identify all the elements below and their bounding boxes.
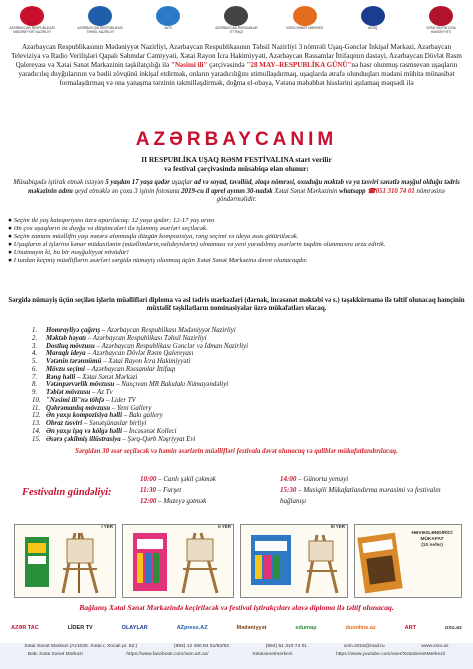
nomination-dash: – [122, 412, 129, 420]
nomination-org: Xətai Rayon İcra Hakimiyyəti [108, 358, 191, 365]
nomination-dash: – [82, 420, 90, 427]
logo-caption: AZƏRBAYCAN RESPUBLİKASI TƏHSİL NAZİRLİYİ [77, 26, 123, 34]
nomination-number: 12. [32, 412, 41, 420]
artists-union-logo [224, 6, 248, 26]
nomination-name: Dostluq mövzusu [46, 342, 95, 350]
nomination-item [32, 428, 452, 436]
nasimi-year-highlight: "Nəsimi ili" [171, 61, 208, 69]
schedule-time: 12:00 [140, 497, 157, 505]
nomination-org: Azərbaycan Rəssamlar İttifaqı [91, 365, 176, 373]
nomination-number: 4. [32, 350, 38, 358]
bullet-icon: ● [8, 233, 14, 241]
rule-item [8, 225, 465, 233]
schedule-dash: – [155, 486, 163, 494]
nomination-dash: – [94, 342, 102, 350]
nomination-number: 10. [32, 396, 41, 404]
prize-second-place [122, 524, 234, 598]
nomination-org: Azərbaycan Dövlət Rəsm Qalereyası [92, 350, 194, 358]
nomination-org: Sənətşünaslar birliyi [89, 420, 147, 427]
acrylic-paints-icon [123, 525, 233, 597]
intro-text: nə həsr olunmuş rəsmsevən uşaqların yaradıcılıq duyğularının və bədii zövqünü inkişaf etdirmək, onların yaradıcılığını stimullaşdırmaq, uşaqlarda ətrafa olunduqları mədəni mühitə münasibət formalaşdırmaq və ona yanaşma tərzinin təkmilləşdirmək, doğma el-obaya, Vətənə məhəbbət hisslərini aşılamaq məqsədi ilə [18, 61, 458, 87]
rule-text: Uşaqların əl işlərinə kənar müdaxilənin (müəllimlərin,valideynlərin) olmaması və yeni yaradılmış əsərlərin təqdim olunmasını arzu edirik. [13, 241, 386, 249]
schedule-activity: Muzeyə gətmək [163, 497, 207, 505]
schedule-item [280, 474, 460, 485]
encouragement-label [405, 531, 459, 549]
bullet-icon: ● [8, 241, 14, 249]
logo-item [212, 6, 260, 42]
nomination-name: Maraqlı ideya [46, 350, 86, 358]
prize-third-place [240, 524, 348, 598]
adrq-logo [361, 6, 385, 26]
cond-text: nömrəsinə göndərməlidir. [216, 187, 445, 204]
sponsors-row [8, 618, 465, 638]
rule-item [8, 257, 465, 265]
deadline: 2019-cu il aprel ayının 30-nadək [181, 187, 273, 195]
whatsapp-label: whatsapp [339, 187, 366, 195]
nomination-number: 13. [32, 420, 41, 427]
footer-contact-item[interactable]: xsm.2016@mail.ru [343, 644, 385, 649]
footer-contact-item: (994) 12 490 84 51/52/53 [173, 644, 229, 649]
nomination-org: Lider TV [111, 396, 136, 404]
festival-subtitle [10, 155, 463, 173]
nomination-item [32, 327, 452, 335]
intro-text: çərçivəsində [207, 61, 247, 69]
rule-text: Ən çox uşaqların öz duyğu və düşüncələri ilə işlənmiş əsərləri seçiləcək. [13, 225, 208, 233]
nomination-name: Vətənpərvərlik mövzusu [46, 381, 115, 389]
nomination-item [32, 405, 452, 413]
prize-label: II YER [218, 524, 231, 529]
nomination-org: Azərbaycan Respublikası Mədəniyyət Nazirliyi [106, 327, 236, 334]
nomination-dash: – [104, 396, 112, 404]
logo-item [349, 6, 397, 42]
logo-caption: XƏTAİ SƏNƏT MƏRKƏZİ [286, 26, 324, 30]
nomination-name: Təbiət mövzusu [46, 389, 91, 396]
nomination-dash: – [101, 358, 109, 365]
prize-first-place [14, 524, 116, 598]
schedule-time: 11:30 [140, 486, 156, 494]
nomination-item [32, 397, 452, 405]
nomination-item [32, 389, 452, 397]
nomination-name: Qəhrəmanlıq mövzusu [46, 404, 111, 412]
nomination-item [32, 350, 452, 358]
nomination-dash: – [120, 435, 128, 443]
aztv-logo [156, 6, 180, 26]
schedule-activity: Günorta yeməyi [303, 475, 349, 483]
schedule-activity: Musiqili Mükafatlandırma mərasimi və festivalın bağlanışı [280, 486, 441, 505]
rules-list [8, 217, 465, 266]
logo-item [76, 6, 124, 42]
footer-contact-item: Xətai Sənət Mərkəzi (Az1025. Xətai r, Xocalı pr. 62.) [24, 644, 138, 649]
ministry-education-logo [88, 6, 112, 26]
nomination-org: Naxçıvan MR Bakıdakı Nümayəndəliyi [121, 381, 229, 389]
sponsor-logo: ART [404, 625, 416, 631]
intro-paragraph [10, 43, 463, 88]
nomination-number: 11. [32, 404, 41, 412]
sponsor-logo: oxu.az [444, 625, 462, 631]
sponsor-logo: Mədəniyyət [236, 625, 267, 631]
subtitle-line: II RESPUBLİKA UŞAQ RƏSM FESTİVALINA start verilir [141, 155, 332, 164]
footer-contact-item[interactable]: https://www.facebook.com/xsm.art.az/ [126, 652, 209, 657]
schedule-activity: Furşet [162, 486, 182, 494]
prize-label: I YER [101, 524, 113, 529]
sponsor-logo: LİDER TV [67, 625, 93, 631]
footer-contact-item: Bakı Xətai Sənət Mərkəzi [27, 652, 83, 657]
nomination-name: Obraz təsviri [46, 420, 83, 427]
nomination-org: Az Tv [97, 389, 113, 396]
schedule-dash: – [156, 497, 164, 505]
republic-day-highlight: "28 MAY–RESPUBLİKA GÜNÜ" [246, 61, 352, 69]
nomination-item [32, 420, 452, 428]
prize-label: HƏVƏSLƏNDİRİCİ MÜKAFAT [411, 531, 453, 542]
nomination-dash: – [86, 334, 93, 342]
nominations-intro: Sərgidə nümayiş üçün seçilən işlərin müəllifləri diploma və əsl tədris mərkəzləri (dərnək, incəsənət məktəbi və s.) təşəkkürnamə ilə təltif olunacaq həmçinin müxtəlif təşkilatların nominasiyalar üzrə mükafatları olacaq. [8, 297, 465, 313]
watercolor-paints-icon [241, 525, 347, 597]
nomination-item [32, 381, 452, 389]
logo-row [8, 6, 465, 42]
rule-text: Seçim zamanı müəllifin yaşı nəzərə alınmaqla düzgün kompozisiya, rəng seçimi və ideya əsas götürüləcək. [13, 233, 299, 241]
nomination-number: 3. [32, 342, 38, 350]
nomination-number: 5. [32, 358, 38, 365]
nomination-name: Rəng həlli [46, 373, 76, 381]
logo-item [281, 6, 329, 42]
subtitle-line: və festival çərçivəsində müsabiqə elan olunur: [164, 164, 309, 173]
prize-label: III YER [330, 524, 345, 529]
sponsor-logo: duonline.az [345, 625, 376, 631]
schedule-dash: – [296, 475, 304, 483]
logo-item [8, 6, 56, 42]
rule-item [8, 241, 465, 249]
intro-text: Azərbaycan Respublikasının Mədəniyyət Nazirliyi, Azərbaycan Respublikasının Təhsil Nazirliyi 3 nömrəli Uşaq-Gənclər İnkişaf Mərkəzi, Azərbaycan Televiziya və Radio Verilişləri Qapalı Səhmdar Cəmiyyəti, Xətai Rayon İcra Hakimiyyəti, Azərbaycan Rəssamlar İttifaqının dəstəyi, Azərbaycan Dövlət Rəsm Qalereyası və Xətai Sənət Mərkəzinin təşkilatçılığı ilə [11, 43, 462, 69]
schedule-activity: Canlı şəkil çəkmək [163, 475, 216, 483]
rule-text: Seçim iki yaş kateqoriyası üzrə aparılacaq: 12 yaşa qədər; 12-17 yaş arası [13, 217, 215, 224]
exhibition-note: Sərgidən 30 əsər seçiləcək və həmin əsərlərin müəllifləri festivala dəvət olunacaq və qaliblər mükafatlandırılacaq. [75, 448, 398, 455]
logo-caption: AZƏRBAYCAN RƏSSAMLAR İTTİFAQI [215, 26, 258, 34]
festival-schedule-label: Festivalın gündəliyi: [22, 487, 112, 498]
nomination-org: Yeni Gallery [117, 404, 152, 412]
submission-conditions [8, 179, 465, 205]
oil-paints-icon [355, 525, 405, 597]
nomination-dash: – [121, 427, 129, 435]
nomination-dash: – [90, 389, 97, 396]
logo-item [417, 6, 465, 42]
nomination-name: Vətənin tərənnümü [46, 358, 102, 365]
rule-item [8, 249, 465, 257]
nomination-number: 7. [32, 373, 38, 381]
nomination-org: Şərq-Qərb Nəşriyyat Evi [127, 435, 196, 443]
schedule-dash: – [156, 475, 164, 483]
logo-caption: AZƏRBAYCAN RESPUBLİKASI MƏDƏNİYYƏT NAZİRLİYİ [9, 26, 55, 34]
whatsapp-phone-link[interactable]: 051 310 74 01 [375, 187, 415, 195]
nomination-org: Azərbaycan Respublikası Təhsil Nazirliyi [92, 334, 207, 342]
bullet-icon: ● [8, 257, 14, 265]
nomination-item [32, 412, 452, 420]
nominations-list [32, 327, 452, 443]
nomination-org: Bakı gallery [128, 412, 163, 420]
nomination-name: Əsərə çəkilmiş illüstrasiya [46, 435, 121, 443]
rule-text: I turdan keçmiş müəlliflərin əsərləri sərgidə nümayiş olunmaq üçün Xətai Sənət Mərkəzinə dəvət olunacaqdır. [13, 257, 308, 265]
prize-sub: (10 nəfər) [421, 543, 443, 548]
page-title: AZƏRBAYCANIM [135, 129, 338, 150]
nomination-item [32, 335, 452, 343]
nomination-dash: – [114, 381, 122, 389]
footer-contact-item: (994) 51 310 74 01 [265, 644, 308, 649]
schedule-time: 14:00 [280, 475, 297, 483]
sponsor-logo: AZƏR TAC [11, 625, 39, 631]
nomination-dash: – [110, 404, 118, 412]
rule-text: Unutmayın ki, bu bir məşğuliyyət növüdür! [13, 249, 129, 257]
sponsor-logo: AZpress.AZ [176, 625, 208, 631]
schedule-left [140, 474, 300, 507]
footer-contact-item: Xetaisenetmerkezi [252, 652, 293, 657]
nomination-number: 15. [32, 435, 41, 443]
schedule-time: 15:30 [280, 486, 297, 494]
nomination-number: 8. [32, 381, 38, 389]
nomination-dash: – [75, 373, 83, 381]
nomination-dash: – [84, 365, 92, 373]
art-center-logo [293, 6, 317, 26]
rule-item [8, 217, 465, 225]
nomination-org: İncəsənət Kolleci [128, 427, 177, 435]
logo-item [144, 6, 192, 42]
footer-contact-item[interactable]: https://www.youtube.com/user/XetaiSenetMerkezi/ [336, 652, 446, 657]
nomination-item [32, 358, 452, 366]
nomination-item [32, 366, 452, 374]
schedule-item [140, 496, 300, 507]
sponsor-logo: OLAYLAR [121, 625, 148, 631]
nomination-number: 6. [32, 365, 38, 373]
nomination-name: Ən yaxşı kompozisiya həlli [46, 412, 122, 420]
cond-text: qeyd etməklə ən çoxu 3 işinin fotosunu [72, 187, 182, 195]
required-fields: ad və soyad, təvəllüd, əlaqə nömrəsi, oxuduğu məktəb və ya təsviri sənətlə məşğul olduğu tədris məkəzinin adını [28, 179, 460, 195]
nomination-name: Məktəb həyatı [46, 334, 86, 342]
nomination-dash: – [85, 350, 93, 358]
nomination-name: Homrayliyə çağırış [46, 327, 101, 334]
schedule-time: 10:00 [140, 475, 157, 483]
nomination-dash: – [100, 327, 107, 334]
logo-caption: AzTV [164, 26, 173, 30]
nomination-org: Azərbaycan Respublikası Gənclər və İdman Nazirliyi [101, 342, 249, 350]
nomination-name: Mövzu seçimi [46, 365, 85, 373]
sponsor-logo: edumap [295, 625, 317, 631]
bullet-icon: ● [8, 249, 14, 257]
cond-text: uşaqlar [169, 179, 195, 186]
nomination-item [32, 343, 452, 351]
cond-text: Müsabiqədə iştirak etmək istəyən [13, 179, 106, 186]
nomination-org: Xətai Sənət Mərkəzi [82, 373, 138, 381]
bullet-icon: ● [8, 217, 14, 224]
nomination-item [32, 436, 452, 444]
nomination-number: 2. [32, 334, 38, 342]
schedule-dash: – [296, 486, 304, 494]
nomination-number: 9. [32, 389, 38, 396]
nomination-name: Ən yaxşı işıq və kölgə həlli [46, 427, 122, 435]
schedule-item [140, 474, 300, 485]
cond-text: Xətai Sənət Mərkəzinin [272, 187, 340, 195]
footer-contacts [0, 643, 473, 669]
rule-item [8, 233, 465, 241]
footer-contact-item[interactable]: www.xsm.az [421, 644, 449, 649]
logo-caption: ADRQ [368, 26, 378, 30]
khatai-executive-logo [429, 6, 453, 26]
logo-caption: XƏTAİ RAYON İCRA HAKİMİYYƏTİ [426, 26, 456, 34]
nomination-number: 14. [32, 427, 41, 435]
closing-note: Bağlanış Xətai Sənət Mərkəzində keçiriləcək və festival iştirakçıları əlavə diploma ilə təltif olunacaq. [79, 603, 394, 612]
schedule-item [280, 485, 460, 507]
bullet-icon: ● [8, 225, 14, 233]
schedule-item [140, 485, 300, 496]
nomination-number: 1. [32, 327, 38, 334]
schedule-right [280, 474, 460, 507]
nomination-name: "Nəsimi ili"nə töhfə [46, 396, 105, 404]
age-range: 5 yaşdan 17 yaşa qədər [105, 179, 170, 186]
nomination-item [32, 374, 452, 382]
whatsapp-icon: ☎ [367, 187, 376, 195]
prize-encouragement [354, 524, 462, 598]
ministry-culture-logo [20, 6, 44, 26]
easel-paints-icon [15, 525, 115, 597]
